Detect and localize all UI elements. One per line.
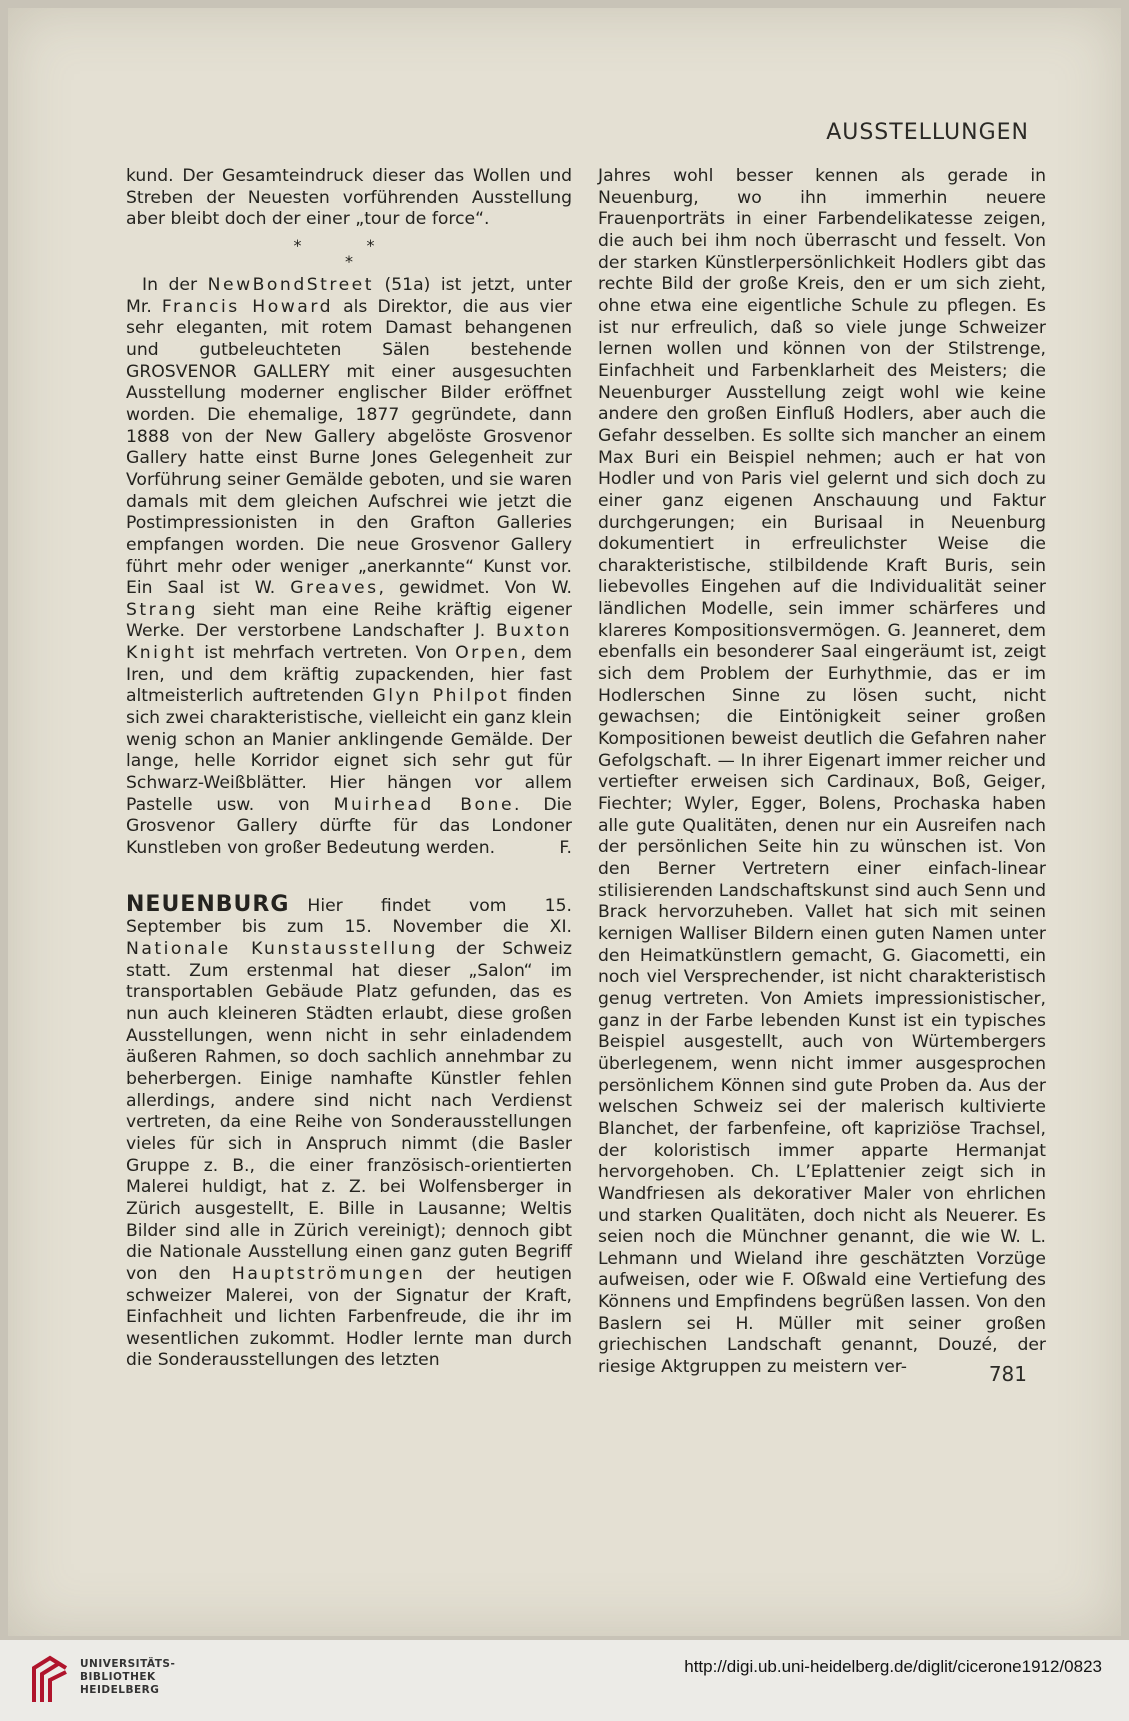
city-heading: NEUENBURG [126,891,290,917]
paragraph-continued: Jahres wohl besser kennen als gerade in Neuenburg, wo ihn immerhin neuere Frauenporträts in einer Farbendelikatesse zeigen, die auch bei ihm noch überrascht und fesselt. Von der starken Künstlerpersönlichkeit Hodlers gibt das rechte Bild der große Kreis, den er um sich zieht, ohne etwa eine eigentliche Schule zu pflegen. Es ist nur erfreulich, daß so viele junge Schweizer lernen wollen und können von der Stilstrenge, Einfachheit und Farbenklarheit des Meisters; die Neuenburger Ausstellung zeigt wohl wie keine andere den großen Einfluß Hodlers, aber auch die Gefahr desselben. Es sollte sich mancher an einem Max Buri ein Beispiel nehmen; auch er hat von Hodler und von Paris viel gelernt und sich doch zu einer ganz eigenen Anschauung und Faktur durchgerungen; ein Burisaal in Neuenburg dokumentiert in erfreulichster Weise die charakteristische, stilbildende Kraft Buris, sein liebevolles Eingehen auf die Individualität seiner ländlichen Modelle, sein immer schärferes und klareres Kompositionsvermögen. G. Jeanneret, dem ebenfalls ein besonderer Saal eingeräumt ist, zeigt sich dem Problem der Eurhythmie, das er im Hodlerschen Sinne zu lösen sucht, nicht gewachsen; die Eintönigkeit seiner großen Kompositionen beweist deutlich die Gefahren naher Gefolgschaft. — In ihrer Eigenart immer reicher und vertiefter erweisen sich Cardinaux, Boß, Geiger, Fiechter; Wyler, Egger, Bolens, Prochaska haben alle gute Qualitäten, denen nur ein Ausreifen nach der persönlichen Seite hin zu wünschen ist. Von den Berner Vertretern einer einfach-linear stilisierenden Landschaftskunst sind auch Senn und Brack hervorzuheben. Vallet hat sich mit seinen kernigen Walliser Bildern einen guten Namen unter den Heimatkünstlern gemacht, G. Giacometti, ein noch viel Versprechender, ist nicht charakteristisch genug vertreten. Von Amiets impressionistischer, ganz in der Farbe lebenden Kunst ist ein typisches Beispiel ausgestellt, auch von Würtembergers überlegenem, wenn nicht immer ausgesprochen persönlichem Können sind gute Proben da. Aus der welschen Schweiz sei der malerisch kultivierte Blanchet, der farbenfeine, oft kapriziöse Trachsel, der koloristisch immer apparte Hermanjat hervorgehoben. Ch. L’Eplattenier zeigt sich in Wandfriesen als dekorativer Maler von ehrlichen und starken Qualitäten, doch nicht als Neuerer. Es seien noch die Münchner genannt, die wie W. L. Lehmann und Wieland ihre geschätzten Vorzüge aufweisen, oder wie F. Oßwald eine Vertiefung des Könnens und Empfindens begrüßen lassen. Von den Baslern sei H. Müller mit seiner großen griechischen Landschaft genannt, Douzé, der riesige Aktgruppen zu meistern ver- [598,166,1046,1378]
artist-philpot: Glyn Philpot [372,686,510,707]
divider-stars-top: * * [293,235,405,255]
section-divider [126,235,572,271]
digitization-footer [0,1640,1129,1721]
divider-stars-bottom: * [345,251,353,271]
right-column [598,166,1046,1379]
artist-greaves: Greaves [290,578,379,599]
term-hauptstroemungen: Hauptströmungen [231,1263,426,1284]
author-signature: F. [559,838,572,859]
paragraph-london: In der NewBondStreet (51a) ist jetzt, unter Mr. Francis Howard als Direktor, die aus vier sehr eleganten, mit rotem Damast behangenen und gutbeleuchteten Sälen bestehende GROSVENOR GALLERY mit einer ausgesuchten Ausstellung moderner englischer Bilder eröffnet worden. Die ehemalige, 1877 gegründete, dann 1888 von der New Gallery abgelöste Grosvenor Gallery hatte einst Burne Jones Gelegenheit zur Vorführung seiner Gemälde geboten, und sie waren damals mit dem gleichen Aufschrei wie jetzt die Postimpressionisten in den Grafton Galleries empfangen worden. Die neue Grosvenor Gallery führt mehr oder weniger „anerkannte“ Kunst vor. Ein Saal ist W. Greaves, gewidmet. Von W. Strang sieht man eine Reihe kräftig eigener Werke. Der verstorbene Landschafter J. Buxton Knight ist mehrfach vertreten. Von Orpen, dem Iren, und dem kräftig zupackenden, hier fast altmeisterlich auftretenden Glyn Philpot finden sich zwei charakteristische, vielleicht ein ganz klein wenig schon an Manier anklingende Gemälde. Der lange, helle Korridor eignet sich sehr gut für Schwarz-Weißblätter. Hier hängen vor allem Pastelle usw. von Muirhead Bone. Die Grosvenor Gallery dürfte für das Londoner Kunstleben von großer Bedeutung werden. F. [126,274,573,859]
street-name: NewBondStreet [207,274,374,295]
page-number: 781 [988,1362,1027,1386]
running-head: AUSSTELLUNGEN [826,120,1029,145]
artist-orpen: Orpen [455,643,521,664]
library-logo-icon [30,1654,70,1706]
source-url-link[interactable]: http://digi.ub.uni-heidelberg.de/diglit/cicerone1912/0823 [684,1657,1102,1676]
book-page [8,8,1121,1636]
artist-strang: Strang [126,599,199,620]
artist-bone: Muirhead Bone [333,794,515,815]
paragraph-neuenburg: NEUENBURG Hier findet vom 15. September bis zum 15. November die XI. Nationale Kunstausstellung der Schweiz statt. Zum erstenmal hat dieser „Salon“ im transportablen Gebäude Platz gefunden, das es nun auch kleineren Städten erlaubt, diese großen Ausstellungen, wenn nicht in sehr einladendem äußeren Rahmen, so doch sachlich annehmbar zu beherbergen. Einige namhafte Künstler fehlen allerdings, andere sind nicht nach Verdienst vertreten, da eine Reihe von Sonderausstellungen vieles für sich in Anspruch nimmt (die Basler Gruppe z. B., die einer französisch-orientierten Malerei huldigt, hat z. Z. bei Wolfensberger in Zürich ausgestellt, E. Bille in Lausanne; Weltis Bilder sind alle in Zürich vereinigt); dennoch gibt die Nationale Ausstellung einen ganz guten Begriff von den Hauptströmungen der heutigen schweizer Malerei, von der Signatur der Kraft, Einfachheit und lichten Farbenfreude, die ihr im wesentlichen zukommt. Hodler lernte man durch die Sonderausstellungen des letzten [126,891,572,1371]
library-name: UNIVERSITÄTS- BIBLIOTHEK HEIDELBERG [80,1658,176,1696]
paragraph-intro: kund. Der Gesamteindruck dieser das Wollen und Streben der Neuesten vorführenden Ausstellung aber bleibt doch der einer „tour de force“. [126,166,572,230]
exhibition-name: Nationale Kunstausstellung [126,939,438,959]
director-name: Francis Howard [161,296,333,317]
left-column [126,166,572,1372]
artist-knight: Buxton Knight [126,621,572,664]
